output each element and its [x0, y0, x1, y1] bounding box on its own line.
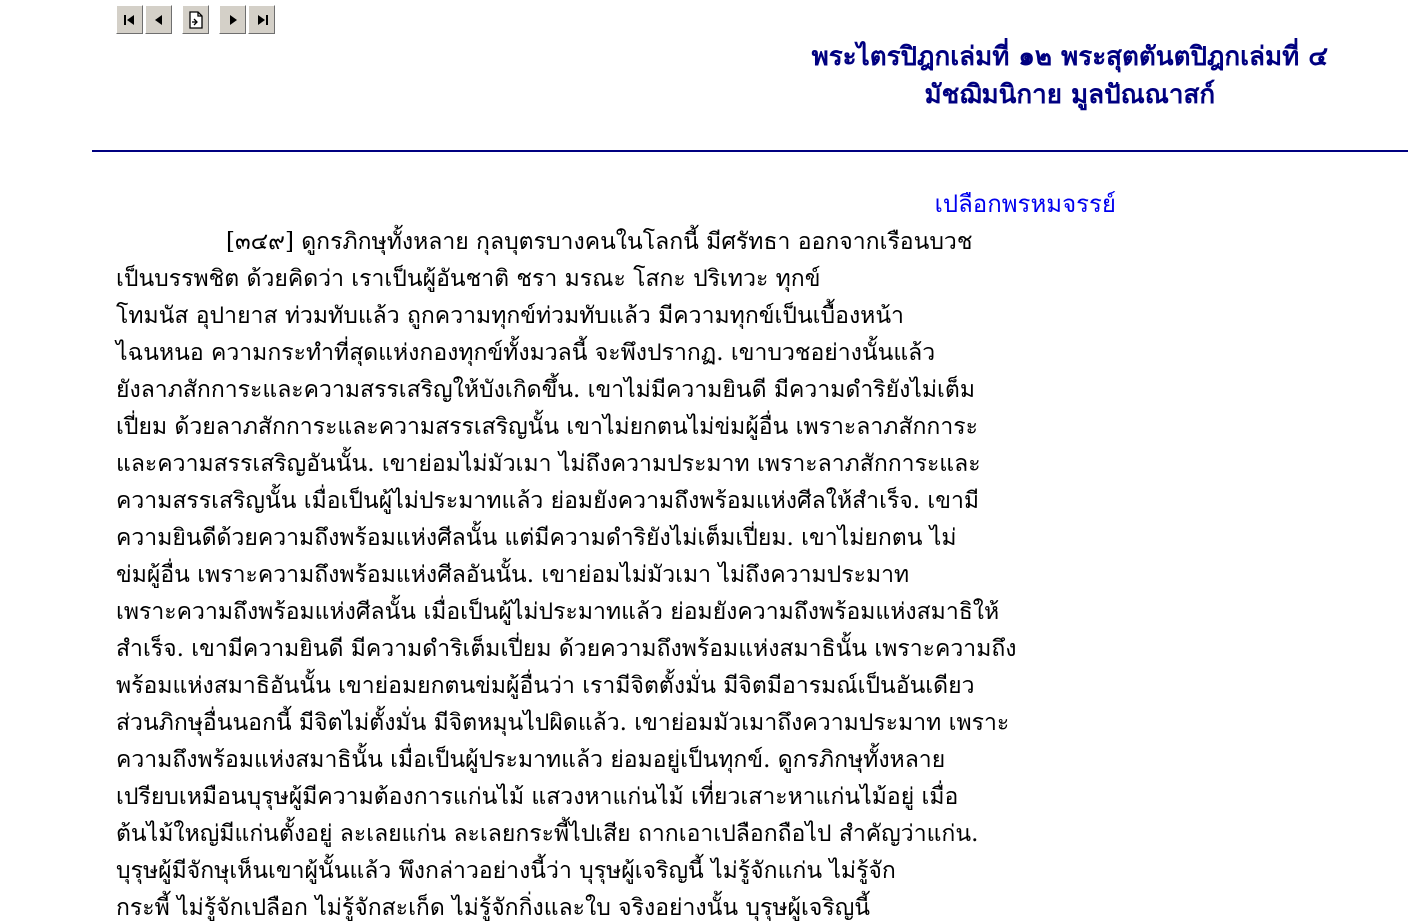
body-line: บุรุษผู้มีจักษุเห็นเขาผู้นั้นแล้ว พึงกล่าวอย่างนี้ว่า บุรุษผู้เจริญนี้ ไม่รู้จักแก่น ไม่รู้จัก: [116, 858, 896, 884]
body-text: [116, 224, 1236, 921]
page-navigation-toolbar: [116, 5, 277, 38]
body-line: ความสรรเสริญนั้น เมื่อเป็นผู้ไม่ประมาทแล้ว ย่อมยังความถึงพร้อมแห่งศีลให้สำเร็จ. เขามี: [116, 488, 980, 514]
body-line: เปรียบเหมือนบุรุษผู้มีความต้องการแก่นไม้ แสวงหาแก่นไม้ เที่ยวเสาะหาแก่นไม้อยู่ เมื่อ: [116, 784, 959, 810]
body-line: [๓๔๙] ดูกรภิกษุทั้งหลาย กุลบุตรบางคนในโลกนี้ มีศรัทธา ออกจากเรือนบวช: [226, 229, 973, 255]
body-line: สำเร็จ. เขามีความยินดี มีความดำริเต็มเปี่ยม ด้วยความถึงพร้อมแห่งสมาธินั้น เพราะความถึง: [116, 636, 1017, 662]
page-title-line-1: พระไตรปิฎกเล่มที่ ๑๒ พระสุตตันตปิฎกเล่มที่ ๔: [811, 42, 1328, 72]
last-page-button[interactable]: [248, 5, 275, 34]
next-icon: [225, 13, 241, 27]
section-heading: เปลือกพรหมจรรย์: [934, 190, 1116, 218]
previous-page-button[interactable]: [145, 5, 172, 34]
body-line: เปี่ยม ด้วยลาภสักการะและความสรรเสริญนั้น เขาไม่ยกตนไม่ข่มผู้อื่น เพราะลาภสักการะ: [116, 414, 978, 440]
body-line: ความยินดีด้วยความถึงพร้อมแห่งศีลนั้น แต่มีความดำริยังไม่เต็มเปี่ยม. เขาไม่ยกตน ไม่: [116, 525, 957, 551]
document-index-button[interactable]: [182, 5, 209, 34]
body-line: โทมนัส อุปายาส ท่วมทับแล้ว ถูกความทุกข์ท่วมทับแล้ว มีความทุกข์เป็นเบื้องหน้า: [116, 303, 904, 329]
page-title-line-2: มัชฌิมนิกาย มูลปัณณาสก์: [924, 80, 1216, 110]
last-page-icon: [254, 13, 270, 27]
body-line: เป็นบรรพชิต ด้วยคิดว่า เราเป็นผู้อันชาติ ชรา มรณะ โสกะ ปริเทวะ ทุกข์: [116, 266, 821, 292]
body-line: เพราะความถึงพร้อมแห่งศีลนั้น เมื่อเป็นผู้ไม่ประมาทแล้ว ย่อมยังความถึงพร้อมแห่งสมาธิให้: [116, 599, 1000, 625]
body-line: ส่วนภิกษุอื่นนอกนี้ มีจิตไม่ตั้งมั่น มีจิตหมุนไปผิดแล้ว. เขาย่อมมัวเมาถึงความประมาท เพราะ: [116, 710, 1010, 736]
body-line: และความสรรเสริญอันนั้น. เขาย่อมไม่มัวเมา ไม่ถึงความประมาท เพราะลาภสักการะและ: [116, 451, 981, 477]
body-line: ข่มผู้อื่น เพราะความถึงพร้อมแห่งศีลอันนั้น. เขาย่อมไม่มัวเมา ไม่ถึงความประมาท: [116, 562, 910, 588]
header-divider: [92, 150, 1408, 152]
body-line: พร้อมแห่งสมาธิอันนั้น เขาย่อมยกตนข่มผู้อื่นว่า เรามีจิตตั้งมั่น มีจิตมีอารมณ์เป็นอันเดียว: [116, 673, 975, 699]
previous-icon: [151, 13, 167, 27]
body-line: กระพี้ ไม่รู้จักเปลือก ไม่รู้จักสะเก็ด ไม่รู้จักกิ่งและใบ จริงอย่างนั้น บุรุษผู้เจริญนี้: [116, 895, 871, 921]
first-page-icon: [122, 13, 138, 27]
document-icon: [186, 9, 206, 31]
body-line: ความถึงพร้อมแห่งสมาธินั้น เมื่อเป็นผู้ประมาทแล้ว ย่อมอยู่เป็นทุกข์. ดูกรภิกษุทั้งหลาย: [116, 747, 946, 773]
body-line: ต้นไม้ใหญ่มีแก่นตั้งอยู่ ละเลยแก่น ละเลยกระพี้ไปเสีย ถากเอาเปลือกถือไป สำคัญว่าแก่น.: [116, 821, 979, 847]
body-line: ไฉนหนอ ความกระทำที่สุดแห่งกองทุกข์ทั้งมวลนี้ จะพึงปรากฏ. เขาบวชอย่างนั้นแล้ว: [116, 340, 936, 366]
next-page-button[interactable]: [219, 5, 246, 34]
body-line: ยังลาภสักการะและความสรรเสริญให้บังเกิดขึ้น. เขาไม่มีความยินดี มีความดำริยังไม่เต็ม: [116, 377, 975, 403]
page-title: [812, 38, 1328, 114]
first-page-button[interactable]: [116, 5, 143, 34]
